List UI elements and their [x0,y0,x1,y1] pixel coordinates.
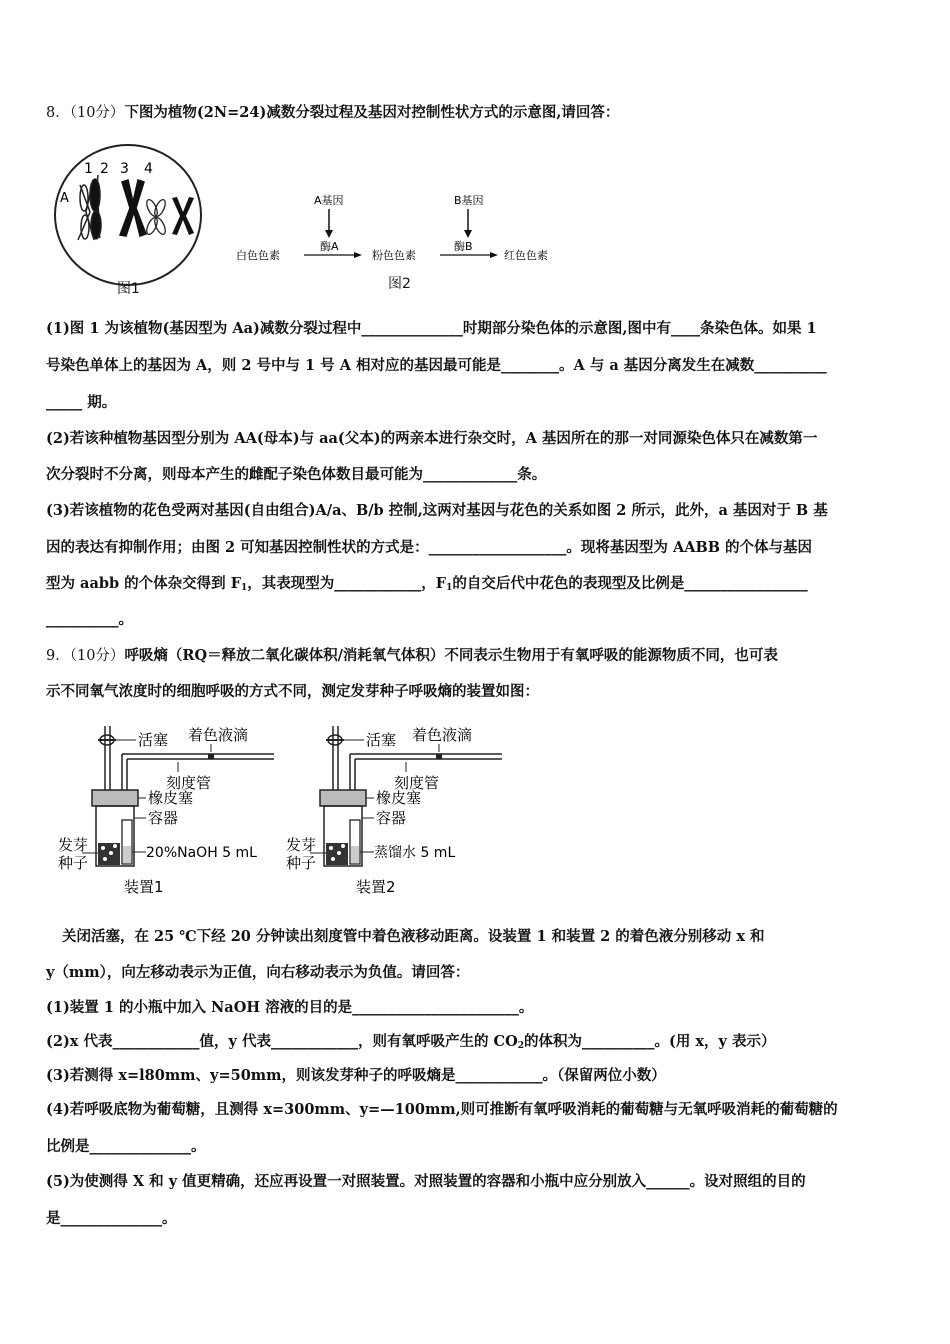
q9-device-1 [58,718,288,898]
device2-droplet-label: 着色液滴 [412,726,473,744]
q9-intro-line1: 关闭活塞，在 25 ℃下经 20 分钟读出刻度管中着色液移动距离。设装置 1 和装置 2 的着色液分别移动 x 和 [62,928,765,945]
device1-seed-label-2: 种子 [58,854,89,872]
device1-droplet-label: 着色液滴 [188,726,249,744]
q8-part3-line4: __________。 [46,611,133,628]
q9-answer-2-b: 的体积为__________。(用 x，y 表示） [523,1033,776,1050]
q8-part3-line3 [46,573,906,599]
q9-answer-5-line1: (5)为使测得 X 和 y 值更精确，还应再设置一对照装置。对照装置的容器和小瓶中应分别放入______。设对照组的目的 [46,1173,806,1190]
chromosome-4 [145,198,168,236]
q8-part3-line3-b: ，其表现型为____________，F [247,575,447,592]
q9-stem-line2: 示不同氧气浓度时的细胞呼吸的方式不同，测定发芽种子呼吸熵的装置如图： [46,683,539,700]
q8-figure-2 [232,190,572,270]
q8-fig1-label-2: 2 [100,161,109,177]
device2-plug-label: 橡皮塞 [376,789,422,807]
q8-fig1-caption: 图1 [117,281,140,297]
device1-caption: 装置1 [124,878,164,896]
q9-number: 9． [46,648,70,664]
q8-fig1-gene-label: A [60,191,69,206]
q8-fig2-gene-a: A基因 [314,194,344,207]
q8-fig2-caption: 图2 [388,276,411,292]
chromosome-3 [120,180,146,236]
chromosome-pair-1 [78,175,101,240]
q8-part1-line1: (1)图 1 为该植物(基因型为 Aa)减数分裂过程中______________时期部分染色体的示意图,图中有____条染色体。如果 1 [46,320,817,337]
q8-part3-line3-c: 的自交后代中花色的表现型及比例是_________________ [452,575,808,592]
device2-seed-label-1: 发芽 [286,836,317,854]
q8-part3-sub-1: 1 [241,583,248,593]
q9-answer-1: (1)装置 1 的小瓶中加入 NaOH 溶液的目的是_______________________。 [46,999,534,1016]
q8-figure-1 [48,140,208,300]
device2-liquid-label: 蒸馏水 5 mL [374,845,456,861]
q8-fig1-label-1: 1 [84,161,93,177]
q8-points: （10分） [69,105,125,121]
q8-part3-line2: 因的表达有抑制作用；由图 2 可知基因控制性状的方式是：___________________。现将基因型为 AABB 的个体与基因 [46,539,813,556]
q9-points: （10分） [69,648,125,664]
q8-fig2-enzyme-b: 酶B [454,240,473,253]
device2-caption: 装置2 [356,878,396,896]
q9-stem-text-1: 呼吸熵（RQ＝释放二氧化碳体积/消耗氧气体积）不同表示生物用于有氧呼吸的能源物质不同，也可表 [124,647,778,664]
q8-fig2-gene-b: B基因 [454,194,484,207]
q8-part1-line2: 号染色单体上的基因为 A，则 2 号中与 1 号 A 相对应的基因最可能是________。A 与 a 基因分离发生在减数__________ [46,357,827,374]
q8-part1-line3: _____ 期。 [46,394,117,411]
q8-part3-sub-2: 1 [446,583,453,593]
q9-answer-5-line2: 是______________。 [46,1210,177,1227]
q8-fig2-pigment-white: 白色色素 [236,249,280,262]
q8-part3-line3-a: 型为 aabb 的个体杂交得到 F [46,575,242,592]
device2-tube-label: 刻度管 [394,774,440,792]
device1-liquid-label: 20%NaOH 5 mL [146,845,257,861]
device1-container-label: 容器 [148,809,179,827]
q9-answer-3: (3)若测得 x=l80mm、y=50mm，则该发芽种子的呼吸熵是____________。（保留两位小数） [46,1067,666,1084]
device1-plug-label: 橡皮塞 [148,789,194,807]
q8-part2-line2: 次分裂时不分离，则母本产生的雌配子染色体数目最可能为_____________条。 [46,466,547,483]
q9-intro-line2: y（mm），向左移动表示为正值，向右移动表示为负值。请回答： [46,964,470,981]
q8-part2-line1: (2)若该种植物基因型分别为 AA(母本)与 aa(父本)的两亲本进行杂交时，A 基因所在的那一对同源染色体只在减数第一 [46,430,818,447]
device2-stopcock-label: 活塞 [366,731,397,749]
q9-device-2 [286,718,516,898]
q9-answer-2 [46,1031,906,1057]
q8-stem-text: 下图为植物(2N=24)减数分裂过程及基因对控制性状方式的示意图,请回答： [124,104,620,121]
q8-stem [46,102,906,124]
device1-tube-label: 刻度管 [166,774,212,792]
q9-stem-line1 [46,645,906,667]
device2-seed-label-2: 种子 [286,854,317,872]
q8-fig2-pigment-pink: 粉色色素 [372,249,416,262]
device1-seed-label-1: 发芽 [58,836,89,854]
q9-answer-2-a: (2)x 代表____________值，y 代表____________，则有氧呼吸产生的 CO [46,1033,518,1050]
device1-stopcock-label: 活塞 [138,731,169,749]
q8-fig1-label-4: 4 [144,161,153,177]
q9-answer-4-line1: (4)若呼吸底物为葡萄糖，且测得 x=300mm、y=—100mm,则可推断有氧呼吸消耗的葡萄糖与无氧呼吸消耗的葡萄糖的 [46,1101,838,1118]
q8-fig2-pigment-red: 红色色素 [504,249,548,262]
q9-answer-4-line2: 比例是______________。 [46,1138,206,1155]
q8-fig2-enzyme-a: 酶A [320,240,339,253]
q9-answer-2-sub: 2 [517,1041,524,1051]
device2-container-label: 容器 [376,809,407,827]
q8-number: 8． [46,105,70,121]
q8-part3-line1: (3)若该植物的花色受两对基因(自由组合)A/a、B/b 控制,这两对基因与花色的关系如图 2 所示，此外，a 基因对于 B 基 [46,502,828,519]
chromosome-small-black [172,197,194,235]
q8-fig1-label-3: 3 [120,161,129,177]
